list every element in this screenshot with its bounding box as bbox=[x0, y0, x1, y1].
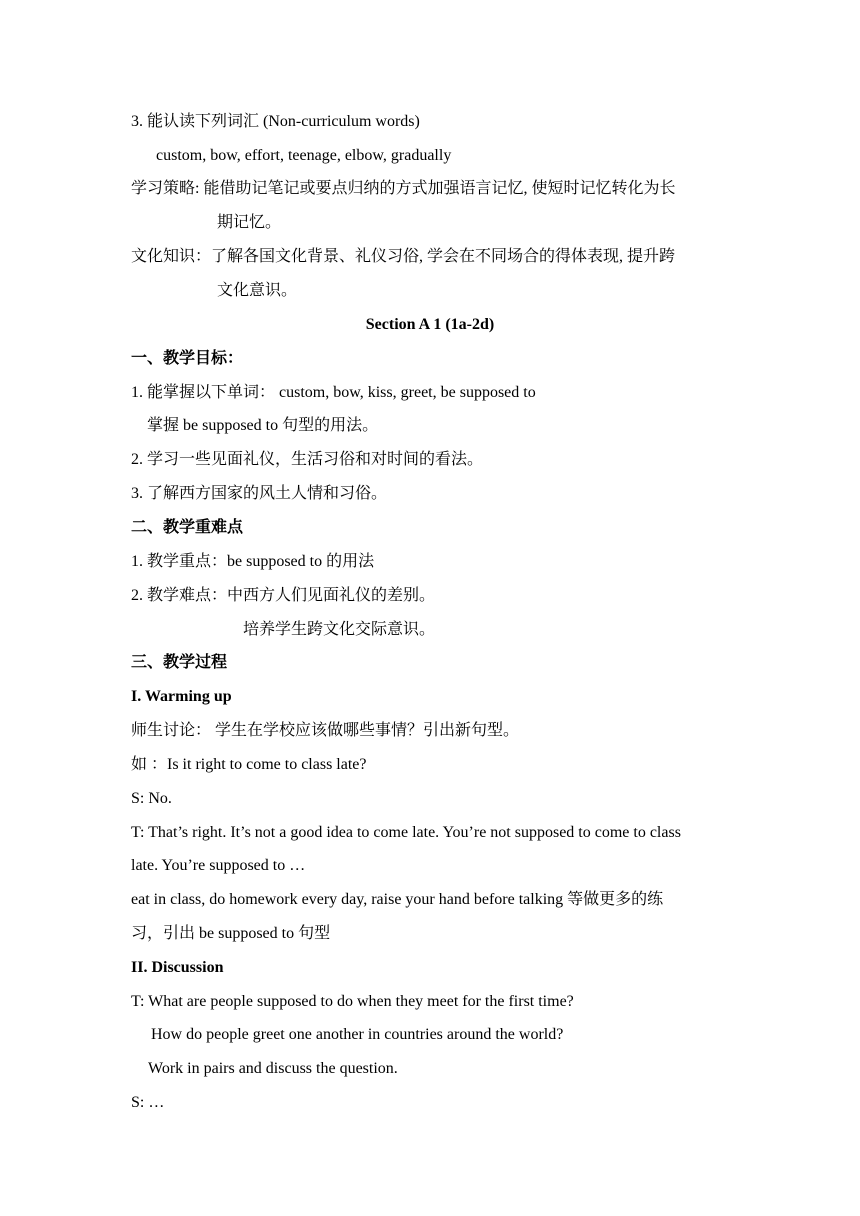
learning-strategy: 学习策略: 能借助记笔记或要点归纳的方式加强语言记忆, 使短时记忆转化为长 bbox=[131, 180, 676, 197]
heading-discussion: II. Discussion bbox=[131, 959, 224, 976]
heading-objectives: 一、教学目标： bbox=[131, 350, 244, 367]
objective-1-cont: 掌握 be supposed to 句型的用法。 bbox=[147, 417, 379, 434]
student-answer: S: … bbox=[131, 1094, 165, 1111]
heading-warming-up: I. Warming up bbox=[131, 688, 232, 705]
vocab-list: custom, bow, effort, teenage, elbow, gradually bbox=[156, 147, 452, 164]
greeting-question: How do people greet one another in countries around the world? bbox=[151, 1026, 564, 1043]
difficult-point-cont: 培养学生跨文化交际意识。 bbox=[243, 621, 436, 638]
heading-key-points: 二、教学重难点 bbox=[131, 519, 244, 536]
student-reply: S: No. bbox=[131, 790, 172, 807]
heading-process: 三、教学过程 bbox=[131, 654, 228, 671]
section-title: Section A 1 (1a-2d) bbox=[365, 316, 495, 333]
objective-1: 1. 能掌握以下单词： custom, bow, kiss, greet, be supposed to bbox=[131, 384, 536, 401]
teacher-question: T: What are people supposed to do when they meet for the first time? bbox=[131, 993, 574, 1010]
difficult-point: 2. 教学难点：中西方人们见面礼仪的差别。 bbox=[131, 587, 436, 604]
objective-2: 2. 学习一些见面礼仪，生活习俗和对时间的看法。 bbox=[131, 451, 484, 468]
discussion-intro: 师生讨论： 学生在学校应该做哪些事情？引出新句型。 bbox=[131, 722, 520, 739]
cultural-knowledge-cont: 文化意识。 bbox=[217, 282, 298, 299]
teacher-reply-cont: late. You’re supposed to … bbox=[131, 857, 306, 874]
practice-line: eat in class, do homework every day, raise your hand before talking 等做更多的练 bbox=[131, 891, 664, 908]
cultural-knowledge: 文化知识：了解各国文化背景、礼仪习俗, 学会在不同场合的得体表现, 提升跨 bbox=[131, 248, 676, 265]
key-point: 1. 教学重点：be supposed to 的用法 bbox=[131, 553, 375, 570]
teacher-reply: T: That’s right. It’s not a good idea to come late. You’re not supposed to come to class bbox=[131, 824, 681, 841]
practice-line-cont: 习，引出 be supposed to 句型 bbox=[131, 925, 331, 942]
example-question: 如 ：Is it right to come to class late? bbox=[131, 756, 367, 773]
learning-strategy-cont: 期记忆。 bbox=[217, 214, 282, 231]
objective-3: 3. 了解西方国家的风土人情和习俗。 bbox=[131, 485, 388, 502]
vocab-heading: 3. 能认读下列词汇 (Non-curriculum words) bbox=[131, 113, 420, 130]
pair-work: Work in pairs and discuss the question. bbox=[148, 1060, 398, 1077]
